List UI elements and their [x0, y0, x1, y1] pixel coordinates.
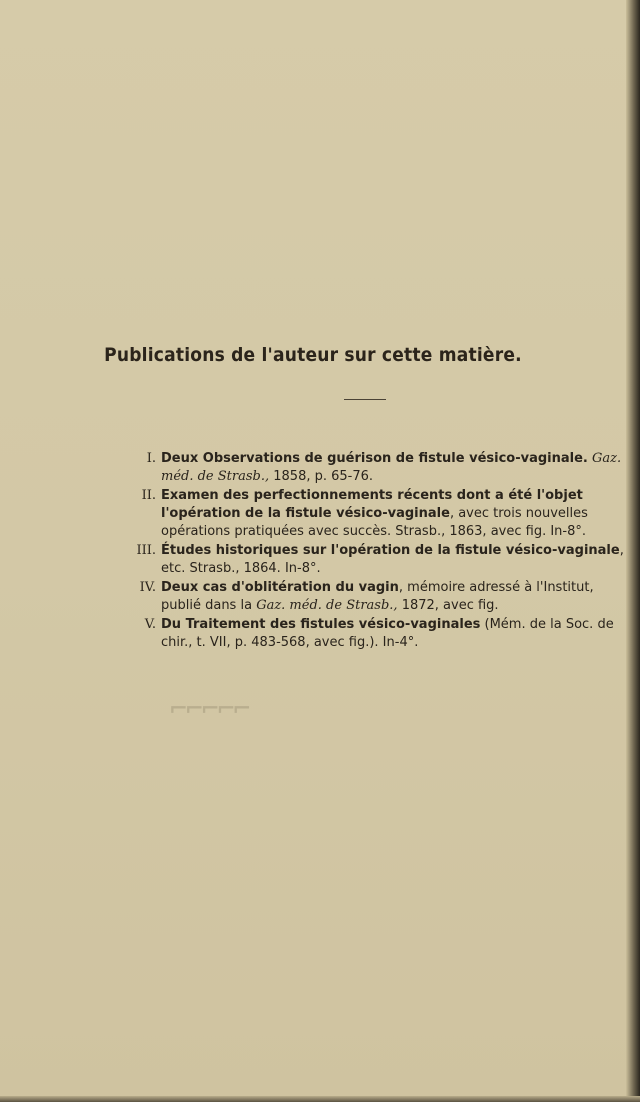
publication-journal: Gaz. méd. de Strasb., [256, 598, 398, 613]
publication-number: IV. [139, 580, 156, 595]
publication-details: 1872, avec fig. [401, 598, 499, 613]
publication-number: V. [144, 617, 156, 632]
publication-number: I. [146, 451, 156, 466]
publication-journal: Gaz. méd. de Strasb., [161, 451, 622, 484]
publication-item [118, 450, 628, 486]
publication-item [118, 616, 628, 652]
publication-number: III. [136, 543, 156, 558]
publication-title: Deux Observations de guérison de fistule vésico-vaginale. [161, 451, 588, 466]
publication-title: Du Traitement des fistules vésico-vaginales [161, 617, 481, 632]
publication-details: , etc. Strasb., 1864. In-8°. [161, 543, 624, 576]
publication-details: (Mém. de la Soc. de chir., t. VII, p. 483-568, avec fig.). In-4°. [161, 617, 614, 650]
page-title: Publications de l'auteur sur cette matière. [104, 344, 522, 366]
publication-title: Deux cas d'oblitération du vagin [161, 580, 399, 595]
publication-title: Études historiques sur l'opération de la fistule vésico-vaginale [161, 543, 620, 558]
publication-number: II. [141, 488, 156, 503]
publication-item [118, 487, 628, 541]
page-edge-shadow [626, 0, 640, 1102]
publication-item [118, 542, 628, 578]
show-through-stamp: ⌐⌐⌐⌐⌐ [170, 692, 250, 725]
publication-details: 1858, p. 65-76. [273, 469, 374, 484]
publication-item [118, 579, 628, 615]
page-bottom-edge [0, 1096, 640, 1102]
title-divider [344, 399, 386, 400]
publication-title: Examen des perfectionnements récents dont a été l'objet l'opération de la fistule vésico-vaginale [161, 488, 583, 521]
publication-list [118, 450, 628, 653]
publication-details: , mémoire adressé à l'Institut, publié dans la [161, 580, 594, 613]
publication-details: , avec trois nouvelles opérations pratiquées avec succès. Strasb., 1863, avec fig. In-8°. [161, 506, 588, 539]
